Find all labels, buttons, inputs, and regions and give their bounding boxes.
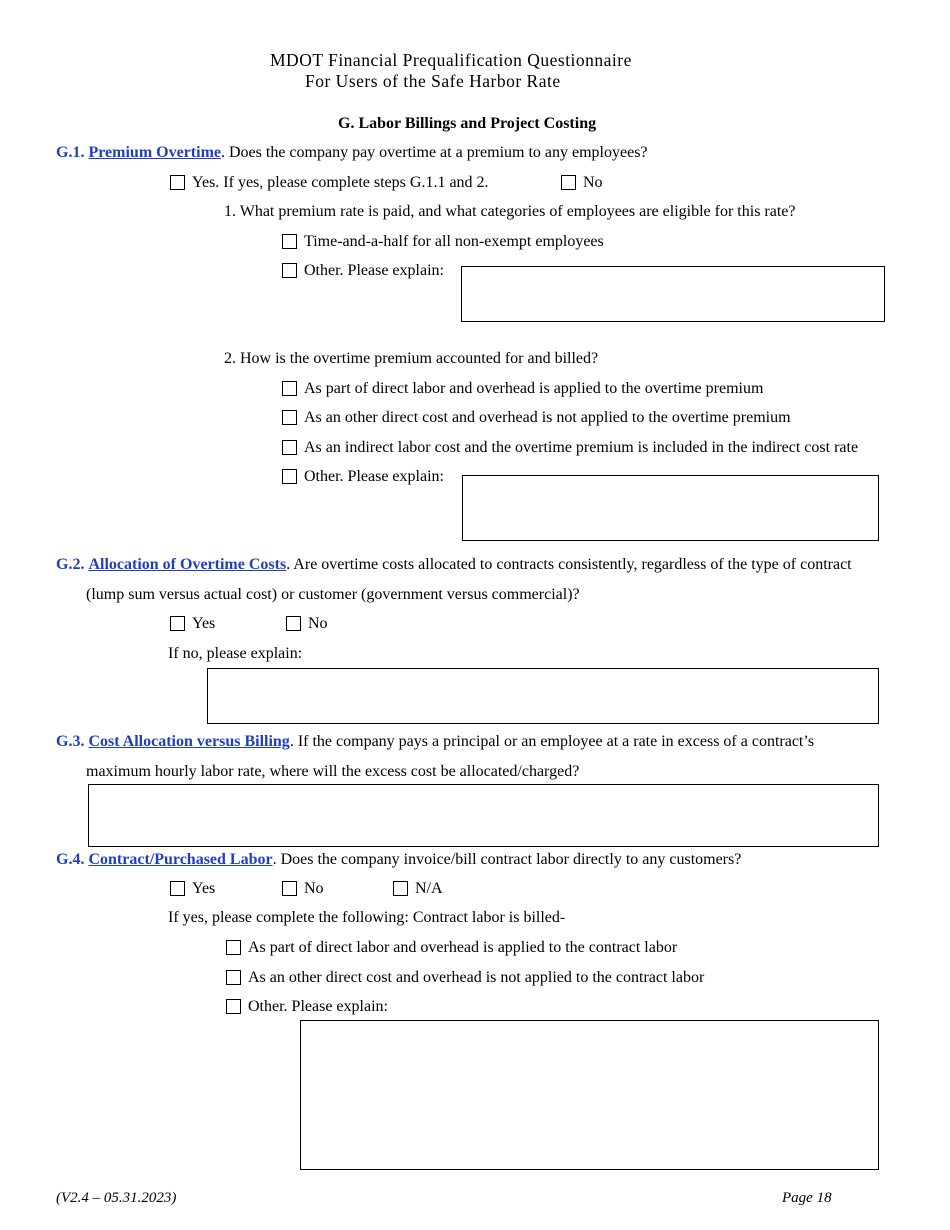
g4-yes-label: Yes: [192, 880, 216, 897]
g2-explain-field[interactable]: [207, 668, 879, 724]
g1-sub2-option-label: As part of direct labor and overhead is applied to the overtime premium: [304, 380, 764, 397]
g1-sub2-option-checkbox[interactable]: [282, 381, 297, 396]
question-g4-number: G.4.: [56, 851, 85, 868]
question-g1-number: G.1.: [56, 144, 85, 161]
g4-no-checkbox[interactable]: [282, 881, 297, 896]
footer-version: (V2.4 – 05.31.2023): [56, 1190, 177, 1206]
g4-other-checkbox[interactable]: [226, 999, 241, 1014]
question-g4: [56, 851, 741, 869]
question-g1-link[interactable]: Premium Overtime: [88, 144, 221, 161]
g1-sub1-option-checkbox[interactable]: [282, 234, 297, 249]
g1-no-label: No: [583, 174, 603, 191]
g4-other-label: Other. Please explain:: [248, 998, 388, 1015]
g1-yes-checkbox[interactable]: [170, 175, 185, 190]
question-g2-text-continued: (lump sum versus actual cost) or customer (government versus commercial)?: [86, 586, 580, 603]
g2-no-checkbox[interactable]: [286, 616, 301, 631]
g1-sub1-other-checkbox[interactable]: [282, 263, 297, 278]
g1-sub2-option-label: As an other direct cost and overhead is not applied to the overtime premium: [304, 409, 791, 426]
g4-option-checkbox[interactable]: [226, 940, 241, 955]
g1-sub1-question: 1. What premium rate is paid, and what categories of employees are eligible for this rate?: [224, 203, 796, 220]
question-g3-text-continued: maximum hourly labor rate, where will the excess cost be allocated/charged?: [86, 763, 580, 780]
g1-sub2-question: 2. How is the overtime premium accounted for and billed?: [224, 350, 599, 367]
doc-title-line1: MDOT Financial Prequalification Questionnaire: [270, 50, 632, 70]
g1-sub1-explain-field[interactable]: [461, 266, 885, 322]
question-g2-link[interactable]: Allocation of Overtime Costs: [88, 556, 287, 573]
g4-option-label: As part of direct labor and overhead is applied to the contract labor: [248, 939, 678, 956]
g4-na-checkbox[interactable]: [393, 881, 408, 896]
g4-no-label: No: [304, 880, 324, 897]
g1-sub2-other-label: Other. Please explain:: [304, 468, 444, 485]
doc-title-line2: For Users of the Safe Harbor Rate: [305, 71, 561, 91]
g4-intro: If yes, please complete the following: Contract labor is billed-: [168, 909, 566, 926]
g1-sub2-explain-field[interactable]: [462, 475, 879, 541]
question-g1: [56, 144, 648, 162]
question-g4-text: . Does the company invoice/bill contract labor directly to any customers?: [272, 851, 742, 868]
g4-option-label: As an other direct cost and overhead is not applied to the contract labor: [248, 969, 705, 986]
question-g3-number: G.3.: [56, 733, 85, 750]
g2-yes-checkbox[interactable]: [170, 616, 185, 631]
question-g1-text: . Does the company pay overtime at a premium to any employees?: [221, 144, 648, 161]
question-g3: [56, 733, 814, 751]
question-g4-link[interactable]: Contract/Purchased Labor: [88, 851, 273, 868]
g4-na-label: N/A: [415, 880, 443, 897]
g1-sub2-other-checkbox[interactable]: [282, 469, 297, 484]
g4-yes-checkbox[interactable]: [170, 881, 185, 896]
question-g2-number: G.2.: [56, 556, 85, 573]
question-g3-text: . If the company pays a principal or an employee at a rate in excess of a contract’s: [289, 733, 815, 750]
g2-yes-label: Yes: [192, 615, 216, 632]
g1-sub1-option-label: Time-and-a-half for all non-exempt employees: [304, 233, 604, 250]
g4-option-checkbox[interactable]: [226, 970, 241, 985]
g3-answer-field[interactable]: [88, 784, 879, 847]
g2-no-label: No: [308, 615, 328, 632]
question-g2-text: . Are overtime costs allocated to contracts consistently, regardless of the type of contract: [286, 556, 852, 573]
g1-yes-label: Yes. If yes, please complete steps G.1.1 and 2.: [192, 174, 489, 191]
question-g3-link[interactable]: Cost Allocation versus Billing: [88, 733, 290, 750]
section-title: G. Labor Billings and Project Costing: [338, 115, 597, 132]
g1-sub2-option-checkbox[interactable]: [282, 440, 297, 455]
g1-no-checkbox[interactable]: [561, 175, 576, 190]
question-g2: [56, 556, 852, 574]
g1-sub1-other-label: Other. Please explain:: [304, 262, 444, 279]
g2-explain-label: If no, please explain:: [168, 645, 303, 662]
g1-sub2-option-label: As an indirect labor cost and the overtime premium is included in the indirect cost rate: [304, 439, 859, 456]
g4-explain-field[interactable]: [300, 1020, 879, 1170]
footer-page-number: Page 18: [782, 1190, 832, 1206]
g1-sub2-option-checkbox[interactable]: [282, 410, 297, 425]
